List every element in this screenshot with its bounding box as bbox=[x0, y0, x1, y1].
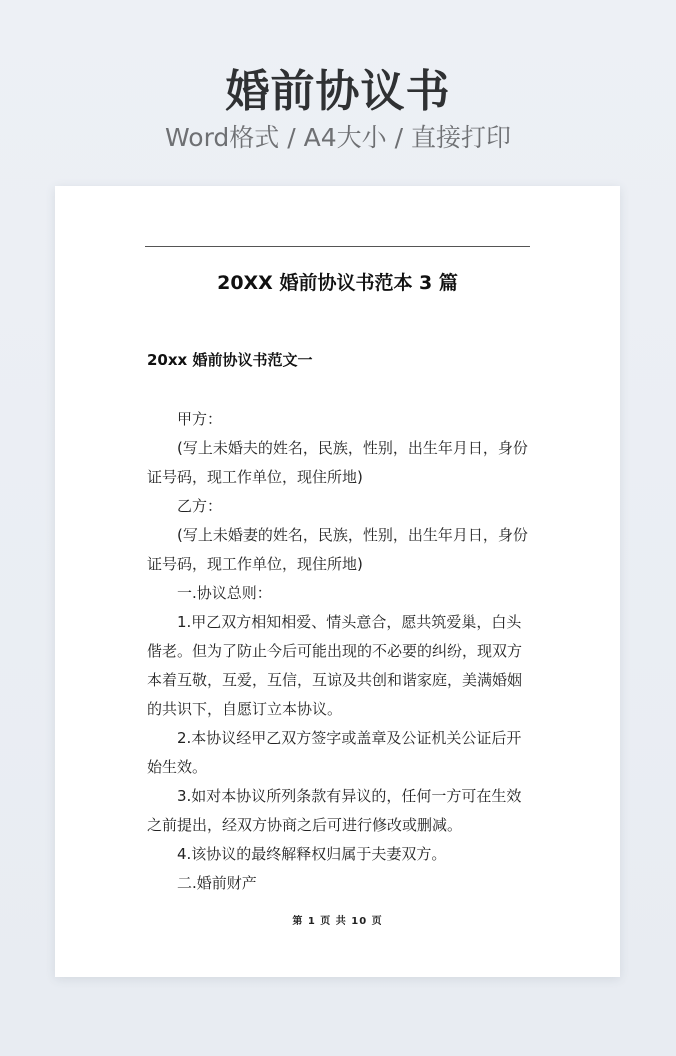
document-body bbox=[147, 405, 530, 898]
section-heading: 20xx 婚前协议书范文一 bbox=[147, 351, 313, 369]
paragraph-party-a-label: 甲方： bbox=[177, 410, 223, 428]
paragraph-party-b-details: (写上未婚妻的姓名，民族，性别，出生年月日，身份证号码，现工作单位，现住所地) bbox=[147, 526, 528, 573]
paragraph-general-provisions: 一.协议总则： bbox=[177, 584, 272, 602]
page-footer: 第 1 页 共 10 页 bbox=[292, 916, 383, 927]
header-rule bbox=[145, 246, 530, 247]
paragraph-premarital-property: 二.婚前财产 bbox=[177, 874, 257, 892]
paragraph-party-b-label: 乙方： bbox=[177, 497, 223, 515]
paragraph-clause-3: 3.如对本协议所列条款有异议的，任何一方可在生效之前提出，经双方协商之后可进行修改或删减。 bbox=[147, 787, 522, 834]
banner-subtitle: Word格式 / A4大小 / 直接打印 bbox=[165, 123, 511, 152]
paragraph-clause-1: 1.甲乙双方相知相爱、情头意合，愿共筑爱巢，白头偕老。但为了防止今后可能出现的不必要的纠纷，现双方本着互敬，互爱，互信，互谅及共创和谐家庭，美满婚姻的共识下，自愿订立本协议。 bbox=[147, 613, 523, 718]
document-page bbox=[55, 186, 620, 977]
paragraph-clause-4: 4.该协议的最终解释权归属于夫妻双方。 bbox=[177, 845, 447, 863]
paragraph-clause-2: 2.本协议经甲乙双方签字或盖章及公证机关公证后开始生效。 bbox=[147, 729, 522, 776]
document-title: 20XX 婚前协议书范本 3 篇 bbox=[217, 272, 458, 294]
banner-title: 婚前协议书 bbox=[225, 66, 451, 117]
paragraph-party-a-details: (写上未婚夫的姓名，民族，性别，出生年月日，身份证号码，现工作单位，现住所地) bbox=[147, 439, 528, 486]
